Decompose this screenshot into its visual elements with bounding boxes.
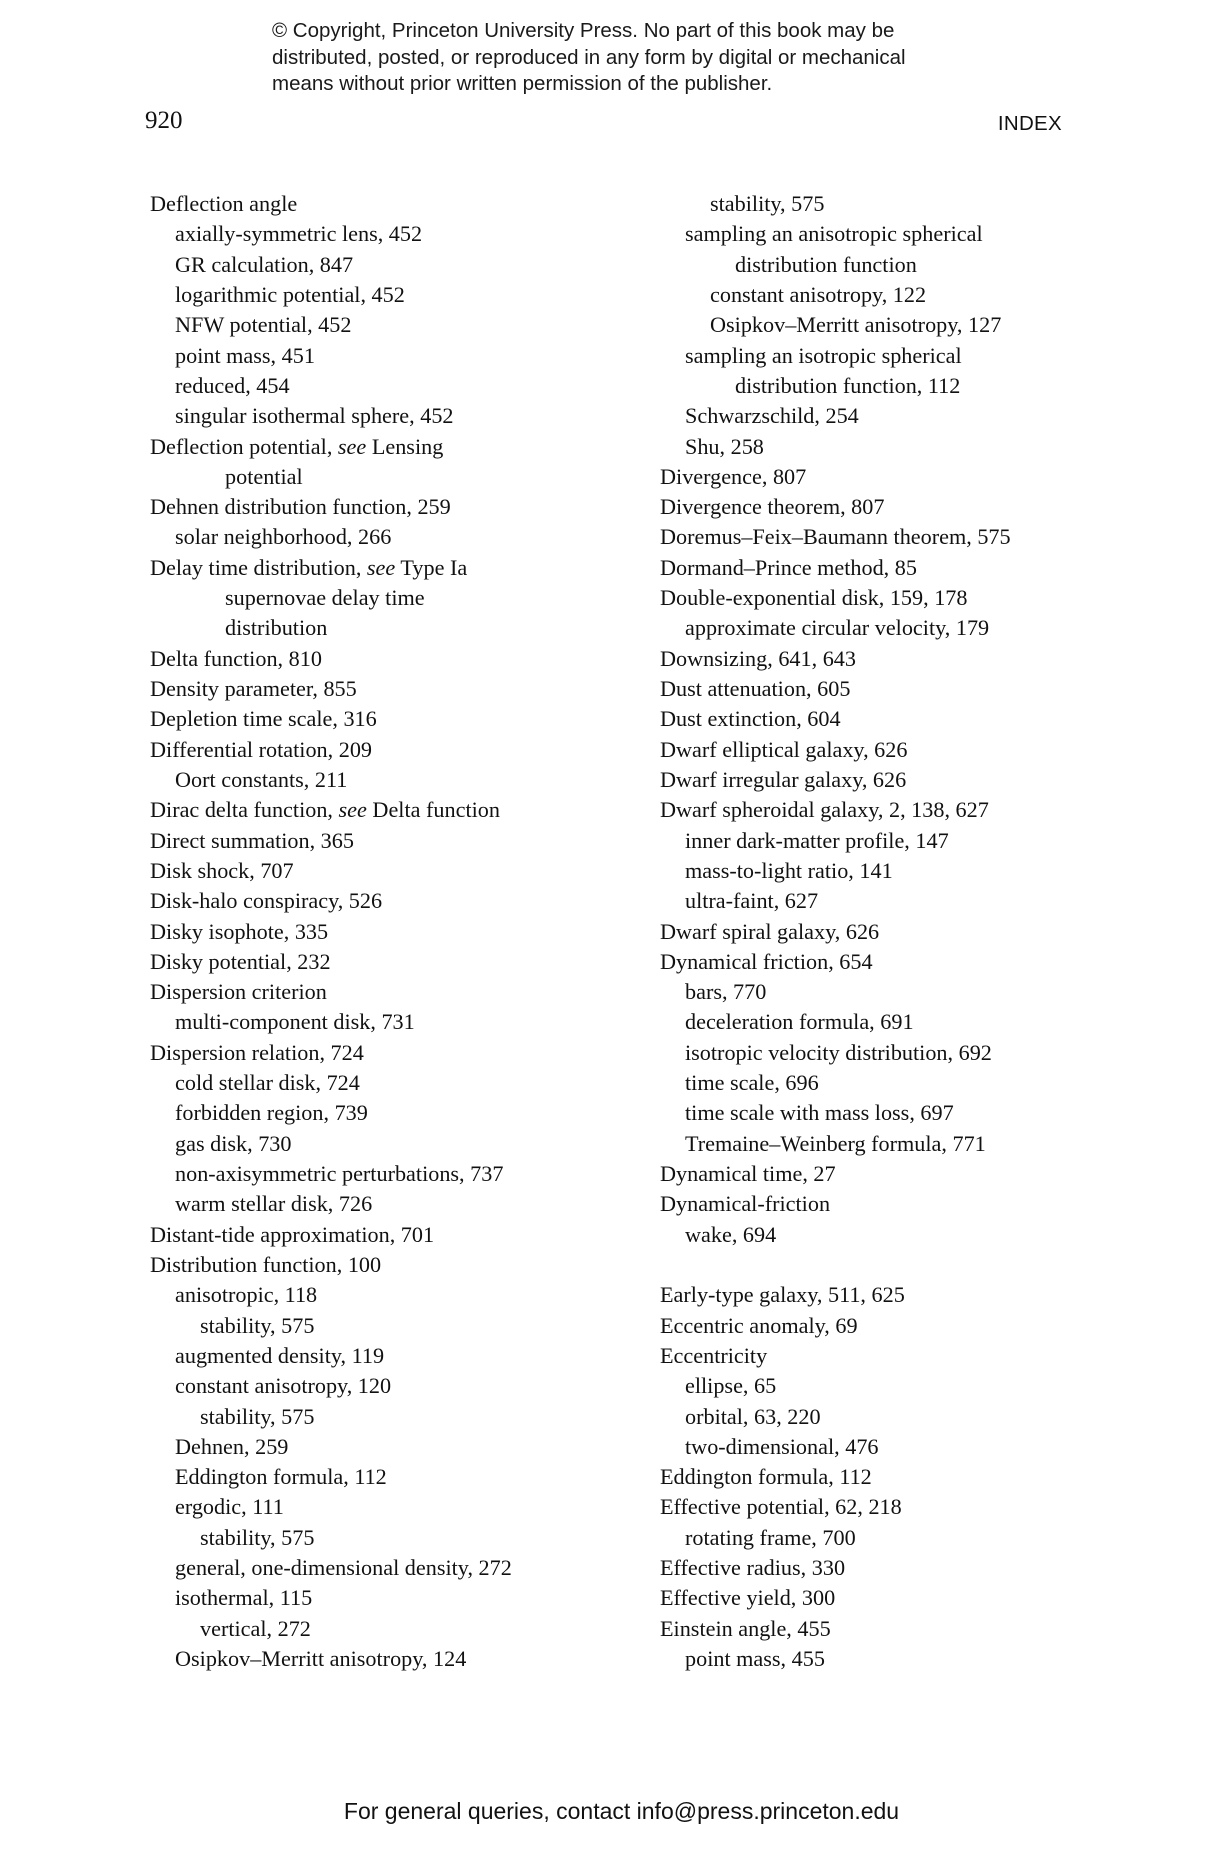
index-entry-text: inner dark-matter profile, 147 xyxy=(685,827,949,853)
index-entry-text: wake, 694 xyxy=(685,1221,777,1247)
index-entry-text: anisotropic, 118 xyxy=(175,1282,318,1308)
index-entry xyxy=(660,1644,1100,1674)
index-entry-text: Einstein angle, 455 xyxy=(660,1615,831,1641)
index-entry-text: Density parameter, 855 xyxy=(150,676,357,701)
index-entry xyxy=(150,1129,640,1159)
index-entry-text: Dehnen distribution function, 259 xyxy=(150,494,451,520)
index-entry xyxy=(660,765,1100,795)
index-entry-text: constant anisotropy, 120 xyxy=(175,1373,392,1399)
index-entry-text: Osipkov–Merritt anisotropy, 124 xyxy=(175,1646,467,1671)
footer-contact: For general queries, contact info@press.princeton.edu xyxy=(343,1798,900,1824)
index-entry xyxy=(150,765,640,795)
index-entry-text: Dispersion criterion xyxy=(150,979,327,1005)
index-entry xyxy=(150,704,640,734)
index-entry-text: Tremaine–Weinberg formula, 771 xyxy=(685,1130,986,1156)
index-entry-text: Disky isophote, 335 xyxy=(150,918,329,944)
index-entry xyxy=(660,522,1100,552)
index-entry xyxy=(150,1432,640,1462)
index-entry xyxy=(150,1159,640,1189)
index-entry xyxy=(150,462,640,492)
index-entry-text: Dormand–Prince method, 85 xyxy=(660,554,917,580)
index-see-reference: see xyxy=(337,433,367,459)
index-entry-text: stability, 575 xyxy=(200,1403,315,1429)
index-entry xyxy=(660,341,1100,371)
index-entry xyxy=(150,644,640,674)
index-entry xyxy=(150,1341,640,1371)
index-entry xyxy=(150,401,640,431)
index-entry xyxy=(150,1644,640,1674)
index-entry xyxy=(150,553,640,583)
index-entry-text: isothermal, 115 xyxy=(175,1585,313,1611)
index-entry-text: Disk shock, 707 xyxy=(150,857,294,883)
index-entry-text: Double-exponential disk, 159, 178 xyxy=(660,585,968,611)
index-entry xyxy=(660,886,1100,916)
index-see-reference: see xyxy=(366,554,396,580)
index-entry xyxy=(150,1220,640,1250)
index-entry xyxy=(150,1280,640,1310)
index-entry-text: Delta function, 810 xyxy=(150,645,322,671)
index-entry-text: ultra-faint, 627 xyxy=(685,888,819,914)
index-see-reference: see xyxy=(338,797,367,823)
index-entry-text: orbital, 63, 220 xyxy=(685,1403,821,1429)
index-entry-text: stability, 575 xyxy=(710,191,825,216)
index-entry-text: Disk-halo conspiracy, 526 xyxy=(150,888,383,914)
index-entry-text: logarithmic potential, 452 xyxy=(175,281,405,307)
index-entry xyxy=(150,1553,640,1583)
index-entry xyxy=(150,492,640,522)
index-entry xyxy=(150,1189,640,1219)
index-entry-text: Deflection angle xyxy=(150,191,298,216)
index-entry-text: ergodic, 111 xyxy=(175,1494,284,1520)
index-entry-text: Eddington formula, 112 xyxy=(175,1464,387,1490)
index-entry-text: Differential rotation, 209 xyxy=(150,736,373,762)
index-entry-text: Deflection potential, xyxy=(150,433,338,459)
index-entry-text: Depletion time scale, 316 xyxy=(150,706,377,732)
index-entry xyxy=(150,1492,640,1522)
index-entry-text: Dust attenuation, 605 xyxy=(660,676,851,701)
index-entry xyxy=(660,1371,1100,1401)
index-entry xyxy=(660,735,1100,765)
index-entry-text: Distant-tide approximation, 701 xyxy=(150,1221,435,1247)
index-see-target: Lensing xyxy=(366,433,444,459)
index-entry xyxy=(660,1220,1100,1250)
index-entry-text: mass-to-light ratio, 141 xyxy=(685,857,893,883)
index-entry xyxy=(150,1007,640,1037)
index-entry-text: Divergence theorem, 807 xyxy=(660,494,885,520)
index-entry-text: Shu, 258 xyxy=(685,433,764,459)
index-entry-text: Dirac delta function, xyxy=(150,797,339,823)
index-entry xyxy=(150,1614,640,1644)
index-entry xyxy=(150,1068,640,1098)
index-entry-text: Downsizing, 641, 643 xyxy=(660,645,856,671)
index-entry-text: Eccentric anomaly, 69 xyxy=(660,1312,858,1338)
index-entry-text: point mass, 455 xyxy=(685,1646,825,1671)
index-entry-text: solar neighborhood, 266 xyxy=(175,524,392,550)
index-entry xyxy=(660,1523,1100,1553)
index-entry xyxy=(150,613,640,643)
index-entry-text: general, one-dimensional density, 272 xyxy=(175,1555,512,1581)
index-entry xyxy=(150,1098,640,1128)
index-entry-text: GR calculation, 847 xyxy=(175,251,354,277)
index-entry-text: augmented density, 119 xyxy=(175,1342,385,1368)
index-see-target: Type Ia xyxy=(395,554,468,580)
index-entry xyxy=(660,613,1100,643)
index-entry xyxy=(150,280,640,310)
index-entry-text: axially-symmetric lens, 452 xyxy=(175,221,423,247)
index-entry xyxy=(660,1583,1100,1613)
index-entry xyxy=(660,947,1100,977)
index-entry xyxy=(660,1280,1100,1310)
index-entry-text: Dwarf elliptical galaxy, 626 xyxy=(660,736,908,762)
index-entry-text: rotating frame, 700 xyxy=(685,1524,856,1550)
index-entry-text: reduced, 454 xyxy=(175,372,290,398)
index-entry xyxy=(660,644,1100,674)
index-entry-text: Distribution function, 100 xyxy=(150,1251,382,1277)
index-entry xyxy=(660,1462,1100,1492)
index-entry-text: Eccentricity xyxy=(660,1342,768,1368)
index-entry-text: sampling an isotropic spherical xyxy=(685,342,962,368)
index-entry xyxy=(150,1311,640,1341)
index-entry xyxy=(660,432,1100,462)
index-entry xyxy=(660,1129,1100,1159)
index-entry xyxy=(660,1614,1100,1644)
index-entry xyxy=(660,826,1100,856)
index-entry xyxy=(150,826,640,856)
index-entry-text: stability, 575 xyxy=(200,1524,315,1550)
index-entry-text: multi-component disk, 731 xyxy=(175,1009,415,1035)
index-entry-text: isotropic velocity distribution, 692 xyxy=(685,1039,992,1065)
index-entry xyxy=(660,219,1100,249)
index-entry xyxy=(150,856,640,886)
index-entry xyxy=(150,947,640,977)
index-entry-text: Direct summation, 365 xyxy=(150,827,354,853)
index-entry-text: Doremus–Feix–Baumann theorem, 575 xyxy=(660,524,1011,550)
index-entry-text: distribution xyxy=(225,615,328,641)
index-entry-text: Effective potential, 62, 218 xyxy=(660,1494,902,1520)
index-entry xyxy=(660,553,1100,583)
index-entry xyxy=(660,1492,1100,1522)
index-entry xyxy=(660,674,1100,704)
copyright-line-2: distributed, posted, or reproduced in any form by digital or mechanical xyxy=(272,45,906,69)
index-entry xyxy=(660,1098,1100,1128)
index-entry xyxy=(150,371,640,401)
index-entry-text: vertical, 272 xyxy=(200,1615,311,1641)
index-entry xyxy=(150,1462,640,1492)
index-entry xyxy=(660,1189,1100,1219)
index-entry xyxy=(150,977,640,1007)
index-entry xyxy=(660,977,1100,1007)
index-entry xyxy=(150,1038,640,1068)
index-entry xyxy=(660,1007,1100,1037)
index-column-right xyxy=(660,189,1100,1674)
index-entry-text: gas disk, 730 xyxy=(175,1130,292,1156)
index-entry-text: two-dimensional, 476 xyxy=(685,1433,879,1459)
index-entry xyxy=(660,1341,1100,1371)
index-entry-text: time scale, 696 xyxy=(685,1070,819,1096)
copyright-notice xyxy=(272,18,1032,98)
index-entry-text: Effective radius, 330 xyxy=(660,1555,846,1581)
copyright-line-3: means without prior written permission of the publisher. xyxy=(272,72,773,95)
index-entry-text: Disky potential, 232 xyxy=(150,948,331,974)
index-entry xyxy=(660,310,1100,340)
index-entry-text: point mass, 451 xyxy=(175,342,315,368)
index-entry-text: Eddington formula, 112 xyxy=(660,1464,872,1490)
index-entry xyxy=(660,917,1100,947)
index-entry xyxy=(660,1159,1100,1189)
index-entry-text: Dwarf spheroidal galaxy, 2, 138, 627 xyxy=(660,797,989,823)
index-entry-text: Early-type galaxy, 511, 625 xyxy=(660,1282,905,1308)
index-entry xyxy=(660,462,1100,492)
index-entry-text: Dynamical friction, 654 xyxy=(660,948,873,974)
index-entry xyxy=(660,1038,1100,1068)
index-entry-text: stability, 575 xyxy=(200,1312,315,1338)
index-entry xyxy=(150,917,640,947)
index-entry xyxy=(150,1250,640,1280)
index-entry xyxy=(660,492,1100,522)
index-entry-text: Dehnen, 259 xyxy=(175,1433,289,1459)
index-entry-text: NFW potential, 452 xyxy=(175,312,352,338)
index-entry-text: Dynamical-friction xyxy=(660,1191,831,1217)
index-entry-text: Osipkov–Merritt anisotropy, 127 xyxy=(710,312,1002,338)
index-entry xyxy=(660,280,1100,310)
index-entry-text: singular isothermal sphere, 452 xyxy=(175,403,454,429)
index-entry-text: Dispersion relation, 724 xyxy=(150,1039,364,1065)
index-entry xyxy=(150,886,640,916)
index-entry-text: Dust extinction, 604 xyxy=(660,706,841,732)
index-entry-text: ellipse, 65 xyxy=(685,1373,777,1399)
index-entry-text: sampling an anisotropic spherical xyxy=(685,221,983,247)
index-entry xyxy=(150,250,640,280)
index-entry xyxy=(660,1311,1100,1341)
index-entry-text: cold stellar disk, 724 xyxy=(175,1070,360,1096)
index-entry xyxy=(150,522,640,552)
index-entry xyxy=(660,856,1100,886)
index-entry-text: approximate circular velocity, 179 xyxy=(685,615,990,641)
index-entry xyxy=(660,401,1100,431)
index-entry-text: Oort constants, 211 xyxy=(175,766,348,792)
index-entry xyxy=(150,310,640,340)
index-entry xyxy=(150,219,640,249)
index-entry-text: Delay time distribution, xyxy=(150,554,367,580)
index-entry-text: supernovae delay time xyxy=(225,585,425,611)
index-entry-text: constant anisotropy, 122 xyxy=(710,281,927,307)
index-entry-text: time scale with mass loss, 697 xyxy=(685,1100,954,1126)
index-see-target: Delta function xyxy=(366,797,500,823)
index-entry xyxy=(660,250,1100,280)
index-entry xyxy=(150,583,640,613)
index-entry-text: Schwarzschild, 254 xyxy=(685,403,859,429)
index-entry-text: Dynamical time, 27 xyxy=(660,1161,836,1186)
index-entry xyxy=(660,371,1100,401)
index-entry xyxy=(660,1432,1100,1462)
index-entry xyxy=(150,1402,640,1432)
index-entry xyxy=(150,674,640,704)
index-entry-text: Dwarf irregular galaxy, 626 xyxy=(660,766,907,792)
index-entry-text: deceleration formula, 691 xyxy=(685,1009,914,1035)
index-column-left xyxy=(150,189,640,1674)
page-number: 920 xyxy=(145,107,183,134)
index-entry xyxy=(660,704,1100,734)
running-head: INDEX xyxy=(997,112,1062,135)
index-spacer xyxy=(660,1250,1100,1280)
index-entry xyxy=(150,1523,640,1553)
copyright-line-1: © Copyright, Princeton University Press. No part of this book may be xyxy=(272,19,895,42)
index-entry xyxy=(660,189,1100,219)
index-entry xyxy=(660,1402,1100,1432)
index-entry-text: bars, 770 xyxy=(685,979,767,1005)
index-entry-text: potential xyxy=(225,463,303,489)
index-entry xyxy=(150,735,640,765)
index-entry-text: Divergence, 807 xyxy=(660,463,807,489)
index-entry xyxy=(660,1553,1100,1583)
index-entry xyxy=(150,341,640,371)
index-entry xyxy=(150,189,640,219)
index-entry xyxy=(150,1371,640,1401)
index-entry xyxy=(150,1583,640,1613)
index-entry-text: Effective yield, 300 xyxy=(660,1585,836,1611)
index-entry xyxy=(660,795,1100,825)
index-entry xyxy=(150,795,640,825)
index-entry-text: distribution function xyxy=(735,251,917,277)
index-entry xyxy=(150,432,640,462)
index-entry-text: warm stellar disk, 726 xyxy=(175,1191,373,1217)
index-entry-text: Dwarf spiral galaxy, 626 xyxy=(660,918,880,944)
index-entry-text: distribution function, 112 xyxy=(735,372,961,398)
index-entry xyxy=(660,1068,1100,1098)
index-entry-text: non-axisymmetric perturbations, 737 xyxy=(175,1161,504,1186)
index-entry-text: forbidden region, 739 xyxy=(175,1100,368,1126)
index-entry xyxy=(660,583,1100,613)
